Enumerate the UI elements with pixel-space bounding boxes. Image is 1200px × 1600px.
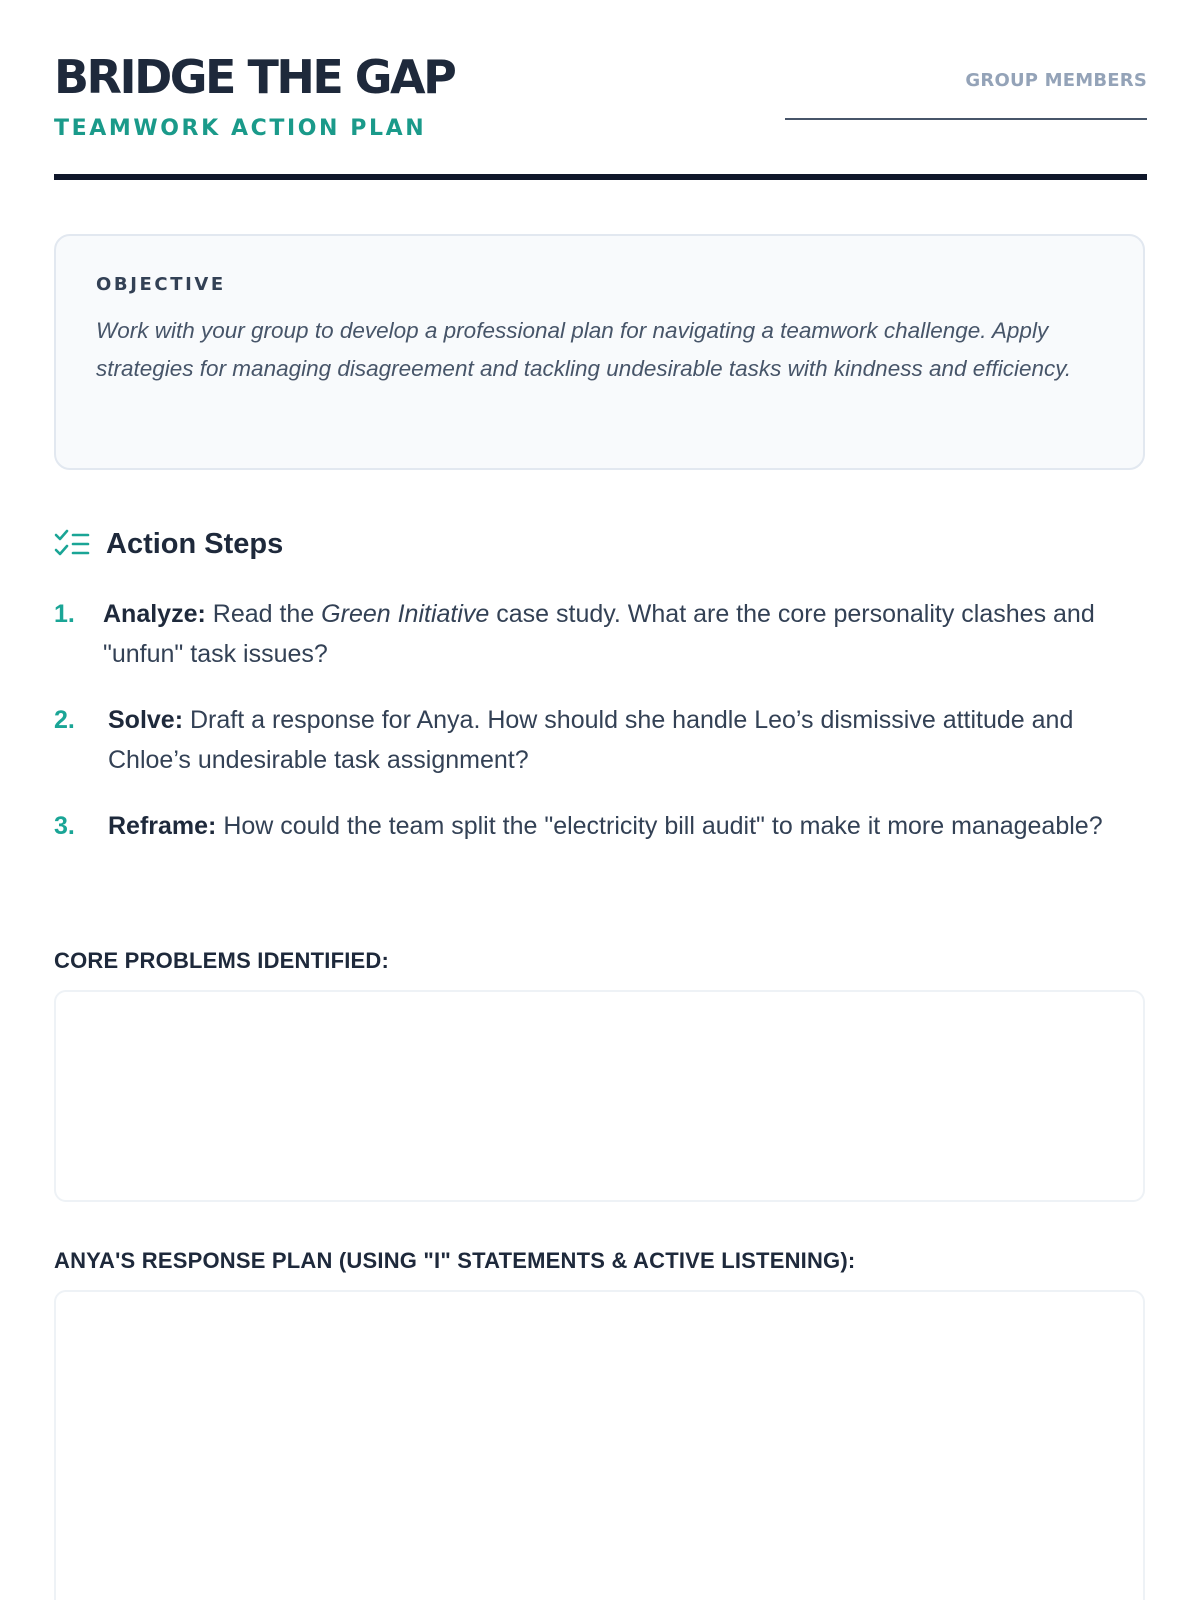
- step-lead: Reframe:: [108, 812, 217, 840]
- step-text: [54, 594, 1147, 674]
- step-description: How could the team split the "electricity bill audit" to make it more manageable?: [216, 812, 1103, 840]
- step-description: Draft a response for Anya. How should she handle Leo’s dismissive attitude and Chloe’s undesirable task assignment?: [108, 706, 1074, 774]
- action-steps-heading: [54, 528, 283, 560]
- core-problems-answer-box[interactable]: [54, 990, 1145, 1202]
- step-text: [54, 806, 1147, 846]
- step-number: 1.: [54, 600, 75, 628]
- checklist-icon: [54, 528, 90, 560]
- page-title: BRIDGE THE GAP: [54, 50, 455, 104]
- step-number: 3.: [54, 812, 75, 840]
- group-members: [785, 70, 1147, 120]
- group-members-label: GROUP MEMBERS: [965, 70, 1147, 91]
- step-number: 2.: [54, 706, 75, 734]
- objective-text: Work with your group to develop a professional plan for navigating a teamwork challenge. Apply strategies for managing disagreement and tackling undesirable tasks with kindness and efficiency.: [96, 318, 1072, 381]
- list-item: [54, 806, 1147, 846]
- list-item: [54, 700, 1147, 780]
- step-text: [54, 700, 1147, 780]
- action-steps-title: Action Steps: [106, 527, 284, 560]
- step-text-after: case study. What are the core personality clashes and "unfun" task issues?: [103, 600, 1095, 668]
- worksheet-page: [54, 0, 1147, 1273]
- page-subtitle: TEAMWORK ACTION PLAN: [54, 116, 427, 141]
- worksheet-header: [54, 0, 1147, 182]
- objective-card: [54, 234, 1145, 470]
- step-lead: Solve:: [108, 706, 184, 734]
- response-plan-answer-box[interactable]: [54, 1290, 1145, 1600]
- header-divider: [54, 174, 1147, 180]
- core-problems-label: CORE PROBLEMS IDENTIFIED:: [54, 948, 390, 973]
- list-item: [54, 594, 1147, 674]
- action-steps-list: [54, 594, 1147, 872]
- case-study-name: Green Initiative: [321, 600, 490, 628]
- group-members-write-line[interactable]: [785, 118, 1147, 120]
- step-text-before: Read the: [205, 600, 322, 628]
- step-lead: Analyze:: [103, 600, 206, 628]
- response-plan-label: ANYA'S RESPONSE PLAN (USING "I" STATEMENTS & ACTIVE LISTENING):: [54, 1248, 856, 1273]
- objective-label: OBJECTIVE: [96, 274, 226, 295]
